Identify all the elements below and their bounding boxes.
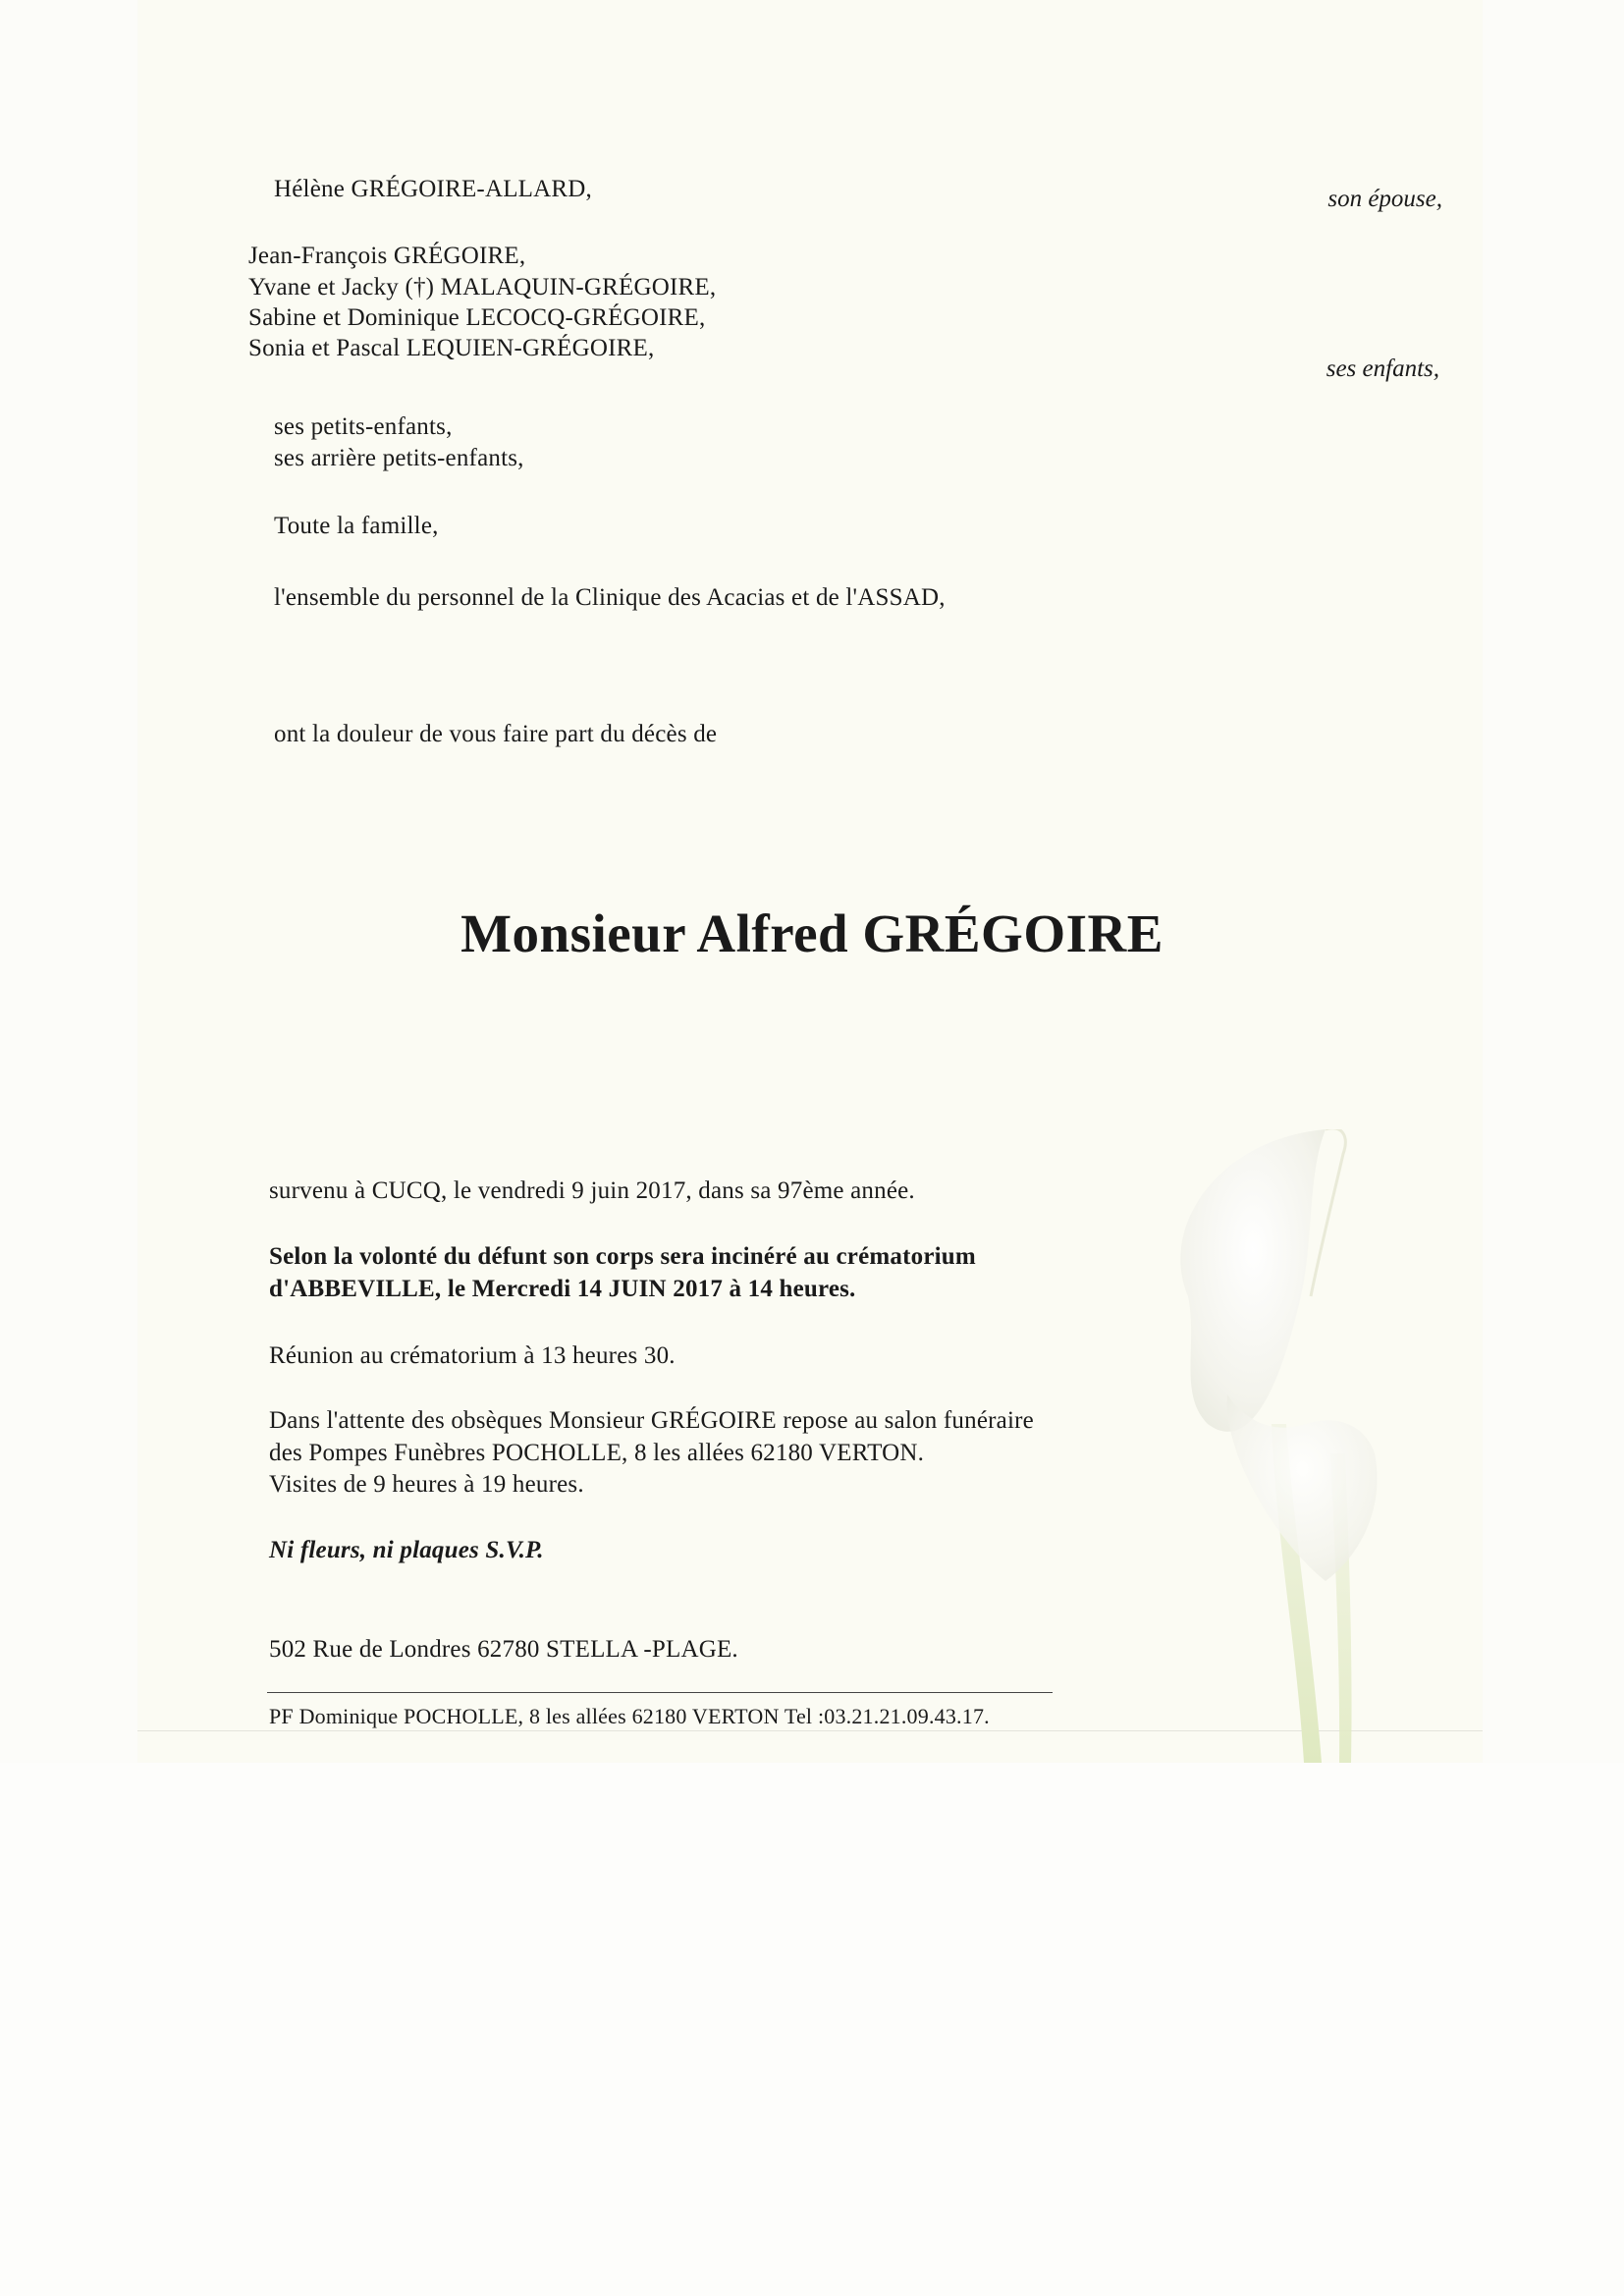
meeting-time: Réunion au crématorium à 13 heures 30. (269, 1342, 676, 1369)
child-3: Sabine et Dominique LECOCQ-GRÉGOIRE, (248, 304, 706, 331)
funeral-home-footer: PF Dominique POCHOLLE, 8 les allées 62180 VERTON Tel :03.21.21.09.43.17. (269, 1704, 990, 1728)
staff-line: l'ensemble du personnel de la Clinique des Acacias et de l'ASSAD, (274, 584, 946, 611)
great-grandchildren: ses arrière petits-enfants, (274, 445, 524, 471)
announcement: ont la douleur de vous faire part du décès de (274, 721, 718, 747)
calla-lily-illustration (1129, 1129, 1483, 1763)
spouse-role: son épouse, (1327, 186, 1442, 212)
scan-background (0, 1763, 1624, 2296)
wake-line-2: des Pompes Funèbres POCHOLLE, 8 les allées 62180 VERTON. (269, 1440, 925, 1466)
home-address: 502 Rue de Londres 62780 STELLA -PLAGE. (269, 1636, 738, 1663)
child-4: Sonia et Pascal LEQUIEN-GRÉGOIRE, (248, 335, 655, 361)
death-details: survenu à CUCQ, le vendredi 9 juin 2017, dans sa 97ème année. (269, 1177, 915, 1204)
wake-line-1: Dans l'attente des obsèques Monsieur GRÉGOIRE repose au salon funéraire (269, 1407, 1034, 1434)
no-flowers-notice: Ni fleurs, ni plaques S.V.P. (269, 1537, 544, 1563)
cremation-line-1: Selon la volonté du défunt son corps sera incinéré au crématorium (269, 1243, 976, 1270)
child-1: Jean-François GRÉGOIRE, (248, 243, 526, 269)
whole-family: Toute la famille, (274, 513, 439, 539)
visit-hours: Visites de 9 heures à 19 heures. (269, 1471, 584, 1498)
grandchildren: ses petits-enfants, (274, 413, 453, 440)
footer-divider (267, 1692, 1053, 1693)
cremation-line-2: d'ABBEVILLE, le Mercredi 14 JUIN 2017 à 14 heures. (269, 1276, 856, 1302)
spouse-name: Hélène GRÉGOIRE-ALLARD, (274, 176, 592, 202)
deceased-name: Monsieur Alfred GRÉGOIRE (460, 903, 1164, 963)
child-2: Yvane et Jacky (†) MALAQUIN-GRÉGOIRE, (248, 274, 717, 301)
children-role: ses enfants, (1326, 355, 1439, 382)
